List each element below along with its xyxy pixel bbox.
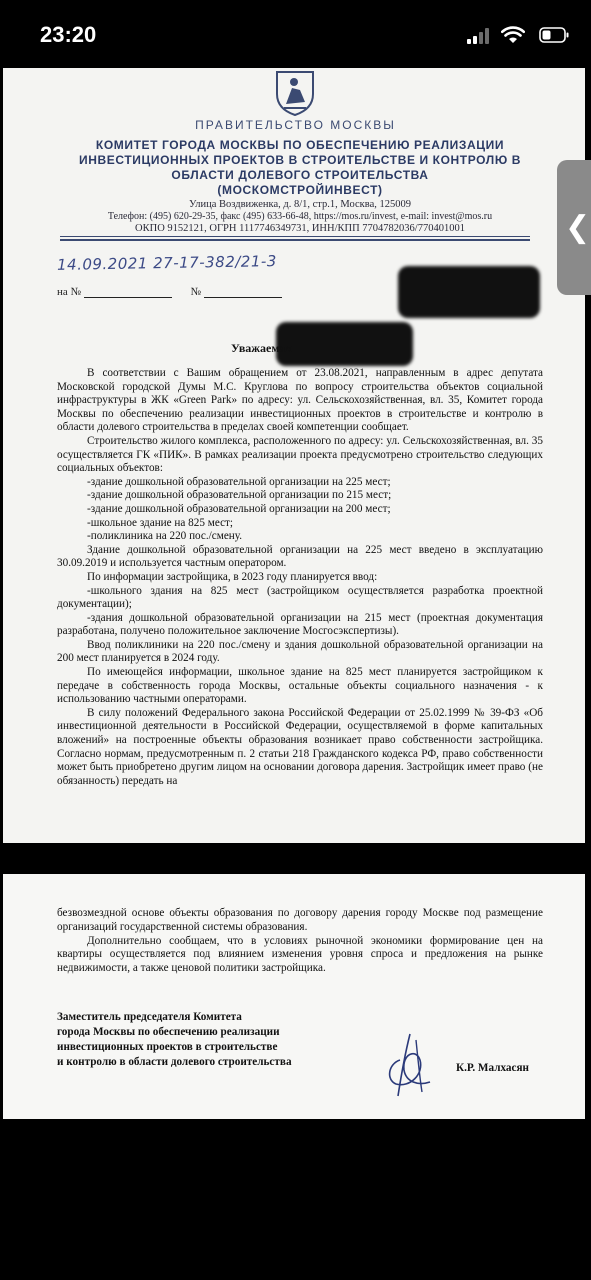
letter-body-page-2 xyxy=(57,907,543,976)
paragraph: безвозмездной основе объекты образования по договору дарения городу Москве под размещение организаций государственной системы образования. xyxy=(57,907,543,933)
status-bar xyxy=(0,0,591,70)
committee-address: Улица Воздвиженка, д. 8/1, стр.1, Москва, 125009 Телефон: (495) 620-29-35, факс (495) 633-66-48, https://mos.ru/invest, e-mail: invest@mos.ru ОКПО 9152121, ОГРН 1117746349731, ИНН/КПП 7704782036/770401001 xyxy=(107,199,493,234)
list-item: -здание дошкольной образовательной организации на 200 мест; xyxy=(87,502,391,515)
list-item: -здание дошкольной образовательной организации по 215 мест; xyxy=(87,489,392,502)
paragraph: Строительство жилого комплекса, расположенного по адресу: ул. Сельскохозяйственная, вл. 35 осуществляется ГК «ПИК». В рамках реализации проекта предусмотрено строительство следующих социальных объектов: xyxy=(57,434,543,475)
signature xyxy=(380,1030,440,1100)
letter-body-page-1 xyxy=(57,367,543,788)
handwritten-reference: 14.09.2021 27-17-382/21-3 xyxy=(56,252,278,274)
wifi-icon xyxy=(501,26,525,44)
paragraph: В соответствии с Вашим обращением от 23.08.2021, направленным в адрес депутата Московской городской Думы М.С. Круглова по вопросу строительства объектов социальной инфраструктуры в ЖК «Green Park» по адресу: ул. Сельскохозяйственная, вл. 35, Комитет города Москвы по обеспечению реализации инвестиционных проектов в строительстве и контролю в области долевого строительства в пределах своей компетенции сообщает. xyxy=(57,367,543,434)
list-item: -здание дошкольной образовательной организации на 225 мест; xyxy=(87,475,391,488)
redacted-recipient xyxy=(398,266,540,318)
paragraph: По информации застройщика, в 2023 году планируется ввод: xyxy=(87,570,378,583)
paragraph: В силу положений Федерального закона Российской Федерации от 25.02.1999 № 39-ФЗ «Об инвестиционной деятельности в Российской Федерации, осуществляемой в форме капитальных вложений» на построенные объекты образования возникает право собственности застройщика. Согласно нормам, предусмотренным п. 2 статьи 218 Гражданского кодекса РФ, право собственности может быть приобретено другим лицом на основании договора дарения. Застройщик имеет право (не обязанность) передать на xyxy=(57,706,543,787)
chevron-left-icon: ❮ xyxy=(565,210,591,245)
government-title: ПРАВИТЕЛЬСТВО МОСКВЫ xyxy=(195,118,396,132)
signer-name: К.Р. Малхасян xyxy=(456,1062,529,1074)
header-rule xyxy=(60,236,530,237)
status-time: 23:20 xyxy=(40,22,97,47)
list-item: -поликлиника на 220 пос./смену. xyxy=(87,530,243,543)
side-panel-handle[interactable] xyxy=(557,160,591,295)
list-item: -школьного здания на 825 мест (застройщиком осуществляется разработка проектной документации); xyxy=(57,584,543,611)
paragraph: Ввод поликлиники на 220 пос./смену и здания дошкольной образовательной организации на 200 мест планируется в 2024 году. xyxy=(57,638,543,665)
paragraph: Здание дошкольной образовательной организации на 225 мест введено в эксплуатацию 30.09.2019 и используется частным оператором. xyxy=(57,543,543,570)
redacted-name xyxy=(276,322,413,366)
list-item: -школьное здание на 825 мест; xyxy=(87,516,234,529)
battery-icon xyxy=(539,27,569,43)
paragraph: Дополнительно сообщаем, что в условиях рыночной экономики формирование цен на квартиры осуществляется под влиянием изменения уровня спроса и предложения на рынке недвижимости, а также ценовой политики застройщика. xyxy=(57,934,543,975)
greeting: Уважаемая xyxy=(231,341,292,355)
list-item: -здания дошкольной образовательной организации на 215 мест (проектная документация разработана, получено положительное заключение Мосгосэкспертизы). xyxy=(57,611,543,638)
moscow-coat-of-arms-icon xyxy=(272,68,318,116)
cellular-signal-icon xyxy=(467,28,493,44)
signer-title: Заместитель председателя Комитета города Москвы по обеспечению реализации инвестиционных проектов в строительстве и контролю в области долевого строительства xyxy=(57,1011,292,1068)
reference-line: на № № xyxy=(57,286,282,298)
header-rule-thick xyxy=(60,239,530,241)
committee-name: КОМИТЕТ ГОРОДА МОСКВЫ ПО ОБЕСПЕЧЕНИЮ РЕАЛИЗАЦИИ ИНВЕСТИЦИОННЫХ ПРОЕКТОВ В СТРОИТЕЛЬСТВЕ И КОНТРОЛЮ В ОБЛАСТИ ДОЛЕВОГО СТРОИТЕЛЬСТВА (МОСКОМСТРОЙИНВЕСТ) xyxy=(79,138,521,197)
paragraph: По имеющейся информации, школьное здание на 825 мест планируется застройщиком к передаче в собственность города Москвы, остальные объекты социального назначения - к использованию частными операторами. xyxy=(57,666,543,706)
